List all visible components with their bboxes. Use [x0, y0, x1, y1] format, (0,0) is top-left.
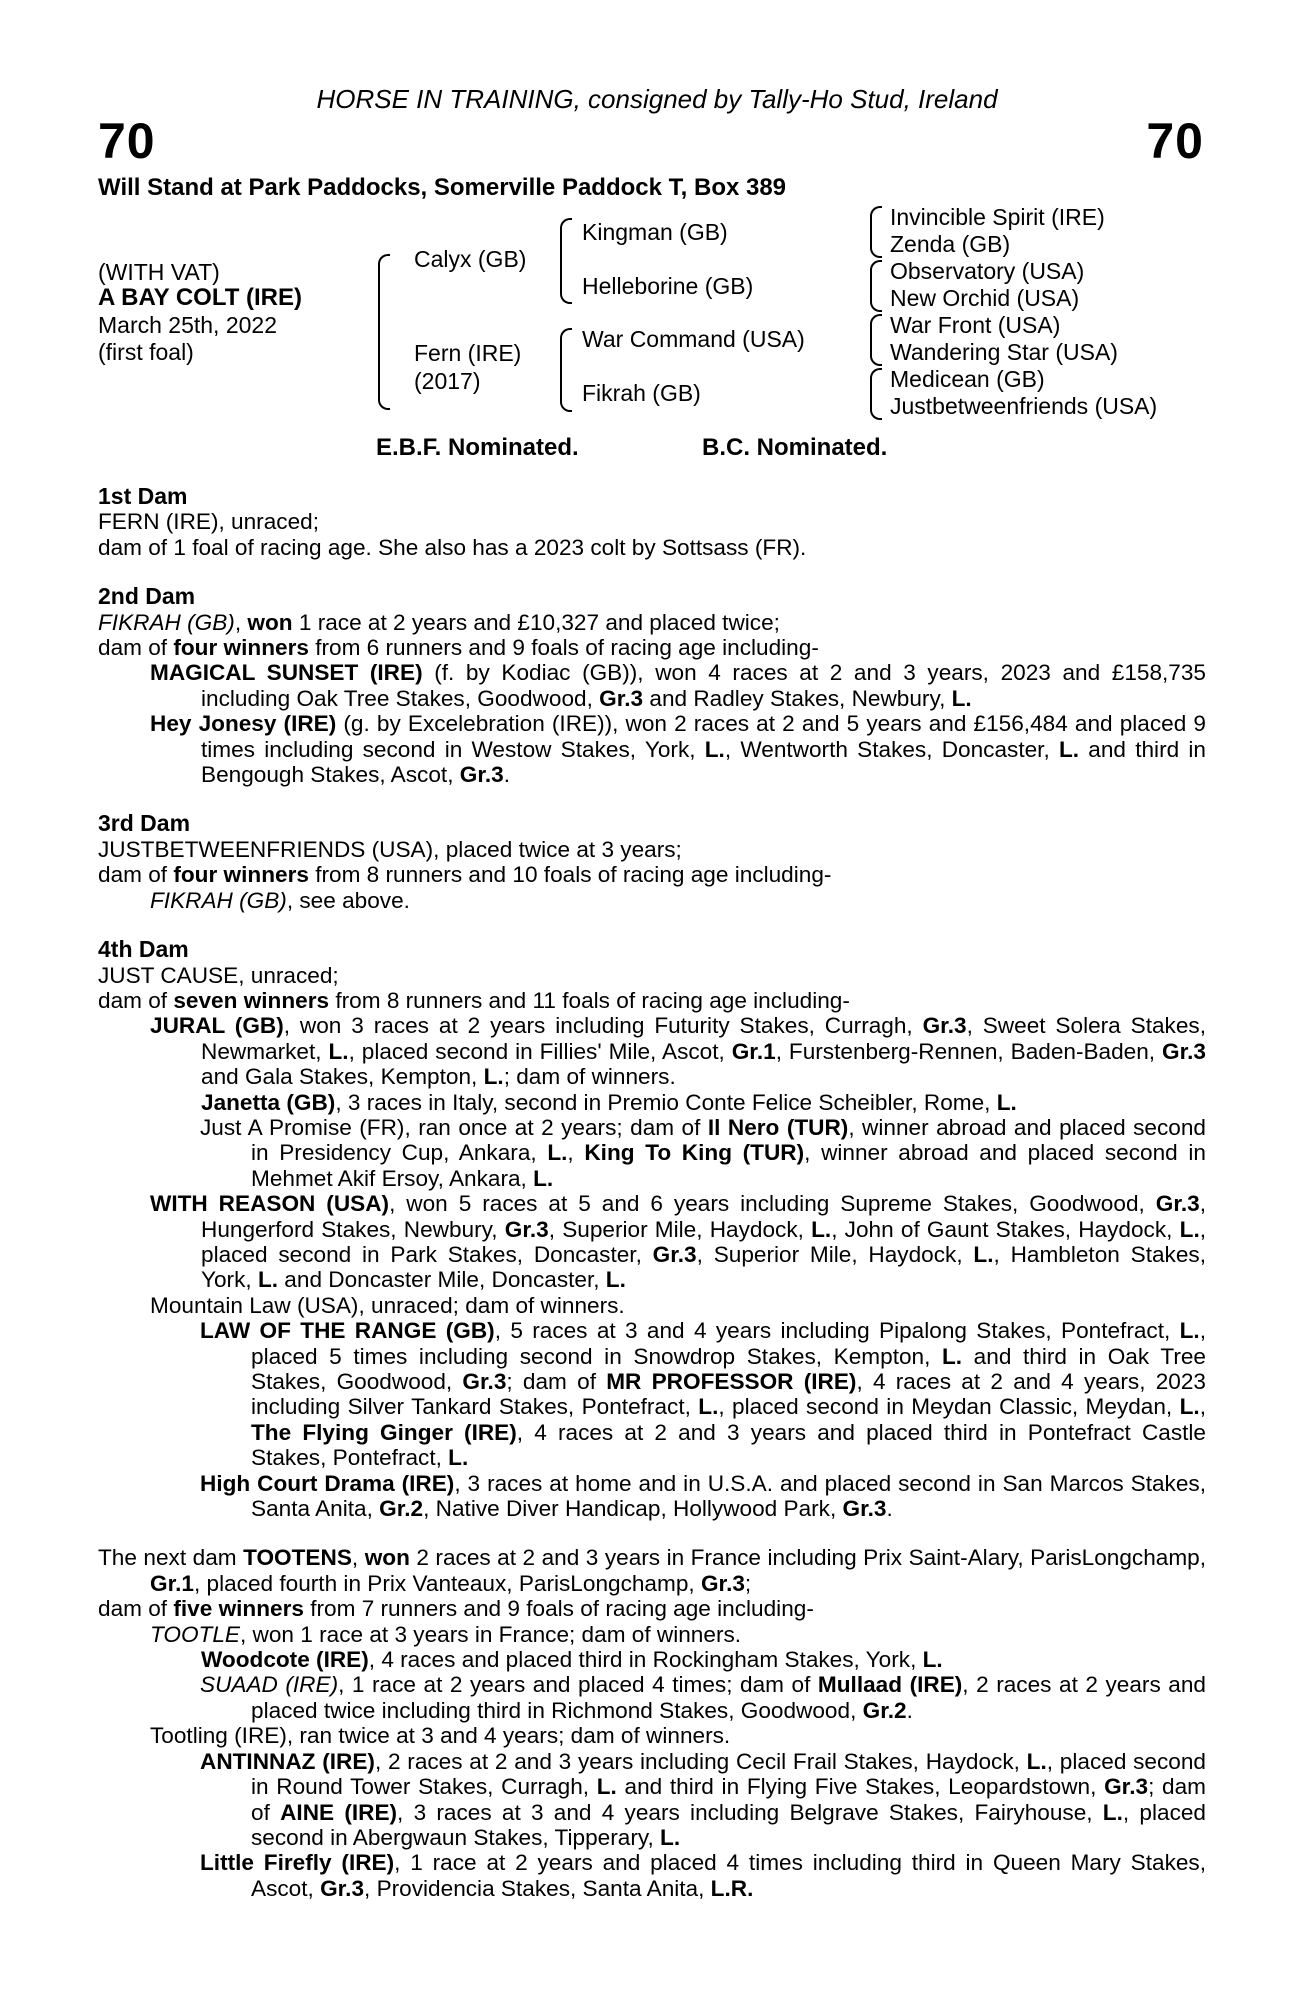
progeny-entry: Hey Jonesy (IRE) (g. by Excelebration (IRE)), won 2 races at 2 and 5 years and £156,484 and placed 9 times including second in Westow Stakes, York, L., Wentworth Stakes, Doncaster, L. and third in Bengough Stakes, Ascot, Gr.3.	[150, 711, 1206, 788]
bc-nomination: B.C. Nominated.	[702, 434, 888, 461]
section-heading: 2nd Dam	[98, 583, 196, 610]
ebf-nomination: E.B.F. Nominated.	[376, 434, 579, 461]
next-dam-section	[98, 1545, 1206, 1901]
pedigree-dds: Medicean (GB)	[890, 366, 1045, 392]
section-heading: 3rd Dam	[98, 810, 191, 837]
dam-line: JUST CAUSE, unraced;	[98, 962, 339, 988]
lot-number-left: 70	[98, 113, 156, 169]
pedigree-brace-dam	[560, 328, 572, 412]
pedigree-sire: Calyx (GB)	[414, 246, 527, 272]
pedigree-dss: War Front (USA)	[890, 312, 1061, 338]
foal-note: (first foal)	[98, 339, 194, 365]
progeny-entry: Tootling (IRE), ran twice at 3 and 4 years; dam of winners.	[150, 1723, 731, 1749]
pedigree-dam-sire: War Command (USA)	[582, 326, 805, 352]
horse-name: A BAY COLT (IRE)	[98, 284, 303, 311]
pedigree-sire-dam: Helleborine (GB)	[582, 273, 754, 299]
dam-line: The next dam TOOTENS, won 2 races at 2 and 3 years in France including Prix Saint-Alary, ParisLongchamp, Gr.1, placed fourth in Prix Vanteaux, ParisLongchamp, Gr.3;	[98, 1545, 1207, 1596]
lot-number-right: 70	[1146, 113, 1204, 169]
pedigree-dam: Fern (IRE)	[414, 340, 522, 366]
pedigree-dam-year: (2017)	[414, 368, 481, 394]
progeny-entry: ANTINNAZ (IRE), 2 races at 2 and 3 years including Cecil Frail Stakes, Haydock, L., placed second in Round Tower Stakes, Curragh, L. and third in Flying Five Stakes, Leopardstown, Gr.3; dam of AINE (IRE), 3 races at 3 and 4 years including Belgrave Stakes, Fairyhouse, L., placed second in Abergwaun Stakes, Tipperary, L.	[200, 1748, 1206, 1850]
pedigree-dam-dam: Fikrah (GB)	[582, 380, 701, 406]
pedigree-brace-ds	[870, 314, 882, 366]
progeny-entry: TOOTLE, won 1 race at 3 years in France; dam of winners.	[150, 1621, 742, 1647]
progeny-entry: Woodcote (IRE), 4 races and placed third in Rockingham Stakes, York, L.	[201, 1647, 943, 1673]
section-heading: 1st Dam	[98, 483, 188, 509]
pedigree-dsd: Wandering Star (USA)	[890, 339, 1118, 365]
pedigree-brace-ss	[870, 206, 882, 258]
pedigree-sss: Invincible Spirit (IRE)	[890, 204, 1105, 230]
progeny-entry: Mountain Law (USA), unraced; dam of winners.	[150, 1292, 625, 1318]
progeny-entry: High Court Drama (IRE), 3 races at home and in U.S.A. and placed second in San Marcos Stakes, Santa Anita, Gr.2, Native Diver Handicap, Hollywood Park, Gr.3.	[200, 1470, 1206, 1522]
dam-line: FERN (IRE), unraced;	[98, 509, 319, 535]
pedigree-ddd: Justbetweenfriends (USA)	[890, 393, 1158, 419]
progeny-entry: MAGICAL SUNSET (IRE) (f. by Kodiac (GB)), won 4 races at 2 and 3 years, 2023 and £158,735 including Oak Tree Stakes, Goodwood, Gr.3 and Radley Stakes, Newbury, L.	[150, 660, 1206, 711]
dam-line: dam of seven winners from 8 runners and 11 foals of racing age including-	[98, 987, 850, 1013]
dam-line: dam of four winners from 6 runners and 9 foals of racing age including-	[98, 635, 819, 661]
first-dam-section	[98, 484, 1206, 560]
progeny-entry: FIKRAH (GB), see above.	[150, 887, 410, 913]
progeny-entry: SUAAD (IRE), 1 race at 2 years and placed 4 times; dam of Mullaad (IRE), 2 races at 2 years and placed twice including third in Richmond Stakes, Goodwood, Gr.2.	[200, 1672, 1206, 1723]
pedigree-sire-sire: Kingman (GB)	[582, 219, 728, 245]
dam-line: FIKRAH (GB), won 1 race at 2 years and £10,327 and placed twice;	[98, 609, 780, 635]
pedigree-sds: Observatory (USA)	[890, 258, 1085, 284]
pedigree-brace-main	[378, 254, 390, 410]
foaling-date: March 25th, 2022	[98, 312, 278, 338]
pedigree-brace-sire	[560, 218, 572, 304]
dam-line: dam of 1 foal of racing age. She also has a 2023 colt by Sottsass (FR).	[98, 534, 807, 560]
stand-location: Will Stand at Park Paddocks, Somerville Paddock T, Box 389	[98, 174, 787, 201]
progeny-entry: Janetta (GB), 3 races in Italy, second in Premio Conte Felice Scheibler, Rome, L.	[201, 1089, 1017, 1115]
pedigree-ssd: Zenda (GB)	[890, 231, 1011, 257]
consignment-line: HORSE IN TRAINING, consigned by Tally-Ho Stud, Ireland	[316, 84, 998, 114]
pedigree-brace-sd	[870, 260, 882, 312]
dam-line: dam of four winners from 8 runners and 10 foals of racing age including-	[98, 862, 832, 888]
dam-details	[98, 484, 1206, 1925]
dam-line: JUSTBETWEENFRIENDS (USA), placed twice at 3 years;	[98, 836, 682, 862]
pedigree-brace-dd	[870, 368, 882, 420]
progeny-entry: JURAL (GB), won 3 races at 2 years including Futurity Stakes, Curragh, Gr.3, Sweet Solera Stakes, Newmarket, L., placed second in Fillies' Mile, Ascot, Gr.1, Furstenberg-Rennen, Baden-Baden, Gr.3 and Gala Stakes, Kempton, L.; dam of winners.	[150, 1013, 1206, 1090]
progeny-entry: WITH REASON (USA), won 5 races at 5 and 6 years including Supreme Stakes, Goodwood, Gr.3, Hungerford Stakes, Newbury, Gr.3, Superior Mile, Haydock, L., John of Gaunt Stakes, Haydock, L., placed second in Park Stakes, Doncaster, Gr.3, Superior Mile, Haydock, L., Hambleton Stakes, York, L. and Doncaster Mile, Doncaster, L.	[150, 1191, 1207, 1293]
dam-line: dam of five winners from 7 runners and 9 foals of racing age including-	[98, 1596, 814, 1622]
second-dam-section	[98, 584, 1206, 787]
progeny-entry: Just A Promise (FR), ran once at 2 years; dam of Il Nero (TUR), winner abroad and placed second in Presidency Cup, Ankara, L., King To King (TUR), winner abroad and placed second in Mehmet Akif Ersoy, Ankara, L.	[200, 1114, 1206, 1191]
progeny-entry: Little Firefly (IRE), 1 race at 2 years and placed 4 times including third in Queen Mary Stakes, Ascot, Gr.3, Providencia Stakes, Santa Anita, L.R.	[200, 1850, 1207, 1901]
fourth-dam-section	[98, 937, 1206, 1521]
section-heading: 4th Dam	[98, 936, 189, 963]
progeny-entry: LAW OF THE RANGE (GB), 5 races at 3 and 4 years including Pipalong Stakes, Pontefract, L., placed 5 times including second in Snowdrop Stakes, Kempton, L. and third in Oak Tree Stakes, Goodwood, Gr.3; dam of MR PROFESSOR (IRE), 4 races at 2 and 4 years, 2023 including Silver Tankard Stakes, Pontefract, L., placed second in Meydan Classic, Meydan, L., The Flying Ginger (IRE), 4 races at 2 and 3 years and placed third in Pontefract Castle Stakes, Pontefract, L.	[200, 1318, 1206, 1471]
third-dam-section	[98, 811, 1206, 913]
pedigree-sdd: New Orchid (USA)	[890, 285, 1080, 311]
vat-note: (WITH VAT)	[98, 259, 220, 285]
